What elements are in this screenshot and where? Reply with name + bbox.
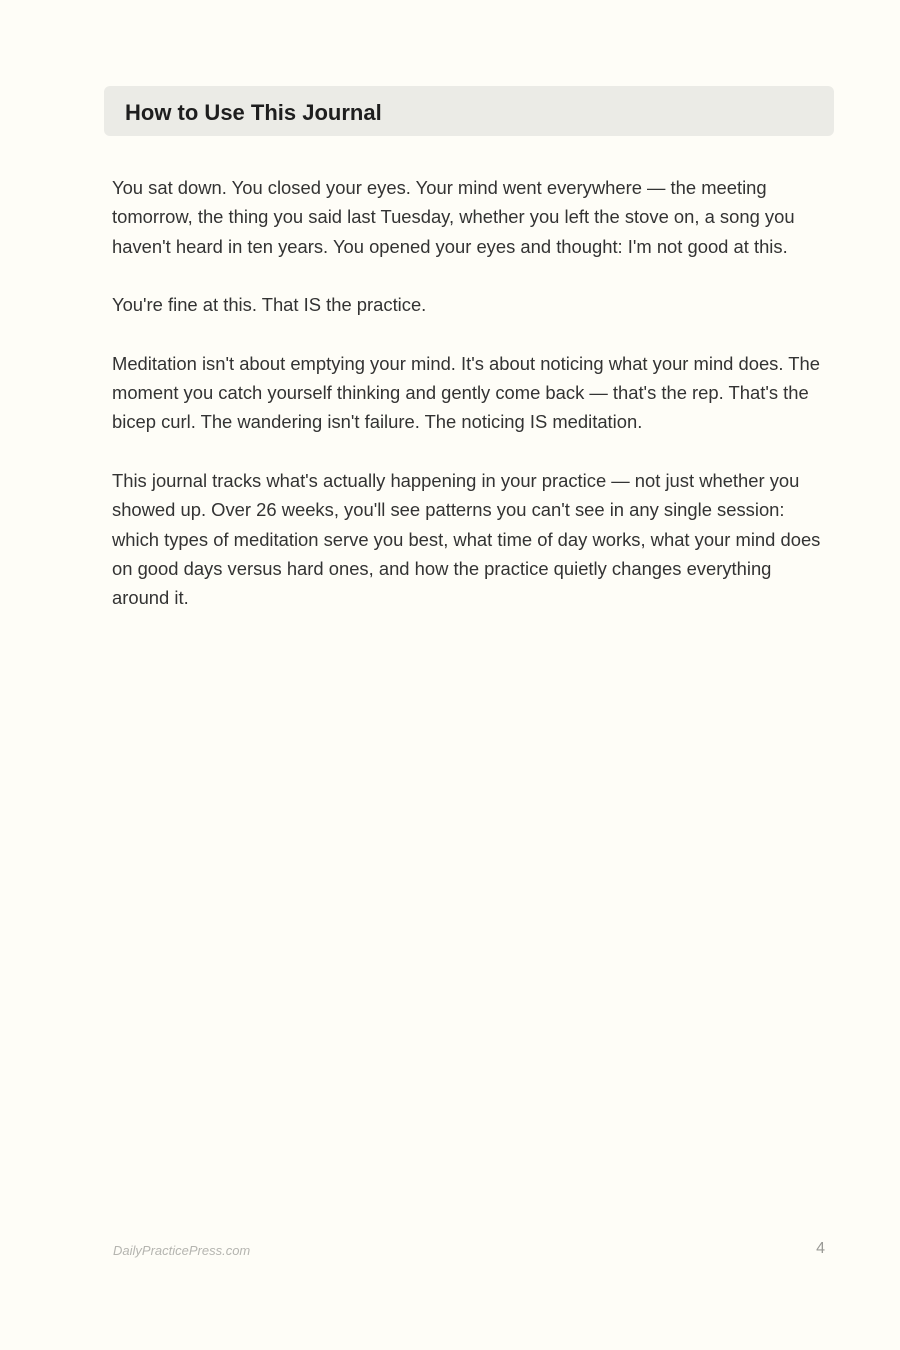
body-text <box>112 173 832 642</box>
page-number: 4 <box>816 1240 825 1257</box>
paragraph-meditation-definition: Meditation isn't about emptying your mind. It's about noticing what your mind does. The moment you catch yourself thinking and gently come back — that's the rep. That's the bicep curl. The wandering isn't failure. The noticing IS meditation. <box>112 352 820 433</box>
paragraph-intro: You sat down. You closed your eyes. Your mind went everywhere — the meeting tomorrow, the thing you said last Tuesday, whether you left the stove on, a song you haven't heard in ten years. You opened your eyes and thought: I'm not good at this. <box>112 177 795 257</box>
footer-site: DailyPracticePress.com <box>113 1243 251 1258</box>
paragraph-journal-purpose: This journal tracks what's actually happening in your practice — not just whether you showed up. Over 26 weeks, you'll see patterns you can't see in any single session: which types of meditation serve you best, what time of day works, what your mind does on good days versus hard ones, and how the practice quietly changes everything around it. <box>112 469 821 609</box>
section-title: How to Use This Journal <box>125 100 382 125</box>
paragraph-reassurance: You're fine at this. That IS the practice. <box>112 294 427 316</box>
section-header <box>104 86 834 136</box>
